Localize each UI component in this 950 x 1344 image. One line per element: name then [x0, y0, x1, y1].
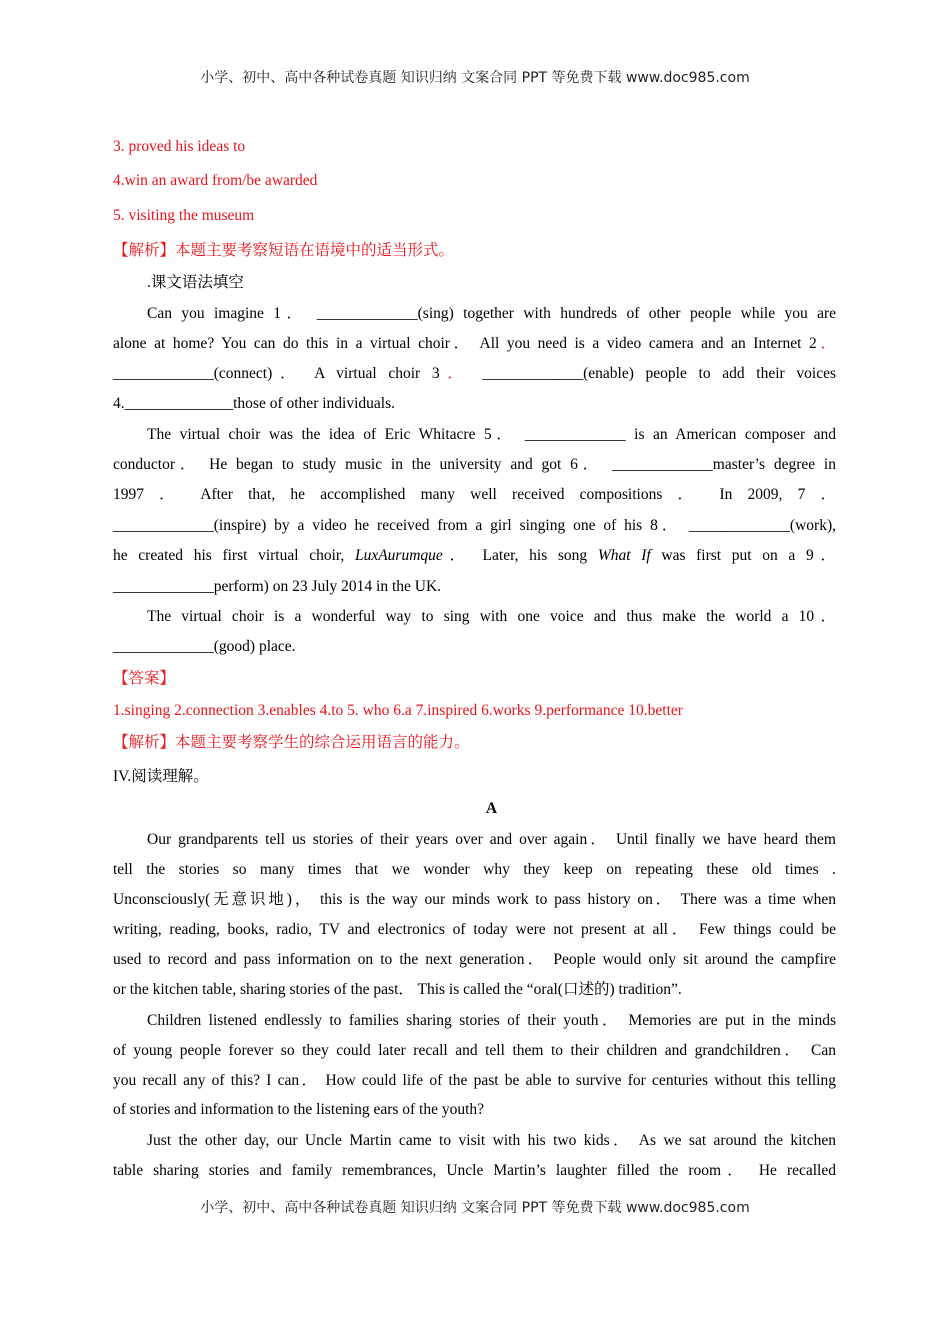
- text-line: [113, 669, 836, 689]
- section-heading: [113, 799, 870, 819]
- text-line: [113, 950, 836, 970]
- text-segment: A: [485, 800, 498, 817]
- text-segment: 4.______________those of other individuals.: [113, 395, 395, 412]
- text-segment: IV.阅读理解。: [113, 768, 209, 785]
- text-segment: _____________(enable) people to add their voices: [470, 365, 836, 382]
- text-line: [113, 1161, 836, 1181]
- text-segment: table sharing stories and family remembrances, Uncle Martin’s laughter filled the room． He recalled: [113, 1162, 836, 1179]
- text-segment: tell the stories so many times that we wonder why they keep on repeating these old times .: [113, 861, 836, 878]
- text-segment: _____________(inspire) by a video he received from a girl singing one of his 8． _____________(work),: [113, 517, 836, 534]
- text-line: [113, 890, 836, 910]
- text-line: [113, 701, 836, 721]
- text-segment: _____________perform) on 23 July 2014 in the UK.: [113, 578, 442, 595]
- text-segment: Children listened endlessly to families sharing stories of their youth． Memories are put in the minds: [147, 1012, 836, 1029]
- page-header: 小学、初中、高中各种试卷真题 知识归纳 文案合同 PPT 等免费下载 www.doc985.com: [200, 70, 750, 86]
- text-segment: 1.singing 2.connection 3.enables 4.to 5. who 6.a 7.inspired 6.works 9.performance 10.better: [113, 702, 683, 719]
- text-segment: you recall any of this? I can． How could life of the past be able to survive for centuries without this telling: [113, 1072, 836, 1089]
- text-segment: 1997 ． After that, he accomplished many well received compositions ． In 2009, 7 ．: [113, 486, 836, 503]
- text-line: [113, 241, 836, 261]
- text-segment: ． Later, his song: [442, 547, 598, 564]
- text-segment: The virtual choir is a wonderful way to sing with one voice and thus make the world a 10．: [147, 608, 836, 625]
- text-segment: conductor． He began to study music in the university and got 6． _____________master’s degree in: [113, 456, 836, 473]
- text-segment: Our grandparents tell us stories of their years over and over again． Until finally we have heard them: [147, 831, 836, 848]
- text-segment: What If: [597, 547, 651, 564]
- text-segment: of young people forever so they could later recall and tell them to their children and grandchildren． Can: [113, 1042, 836, 1059]
- text-segment: _____________(good) place.: [113, 638, 296, 655]
- text-segment: ．: [816, 335, 836, 352]
- text-line: [147, 425, 836, 445]
- text-line: [113, 733, 836, 753]
- text-line: [113, 980, 836, 1000]
- text-line: [113, 860, 836, 880]
- text-line: [113, 394, 836, 414]
- text-segment: 3. proved his ideas to: [113, 138, 246, 155]
- text-segment: Can you imagine 1． _____________(sing) together with hundreds of other people while you are: [147, 305, 836, 322]
- text-line: [113, 546, 836, 566]
- text-line: [113, 920, 836, 940]
- text-segment: 【解析】本题主要考察短语在语境中的适当形式。: [113, 242, 455, 259]
- text-line: [113, 1071, 836, 1091]
- text-line: [113, 637, 836, 657]
- text-segment: or the kitchen table, sharing stories of the past． This is called the “oral(口述的) tradition”.: [113, 981, 682, 998]
- text-line: [147, 273, 836, 293]
- text-line: [147, 1011, 836, 1031]
- text-segment: 4.win an award from/be awarded: [113, 172, 318, 189]
- text-segment: writing, reading, books, radio, TV and electronics of today were not present at all． Few things could be: [113, 921, 836, 938]
- text-segment: 【答案】: [113, 670, 176, 687]
- text-line: [113, 767, 836, 787]
- text-line: [147, 607, 836, 627]
- text-segment: Unconsciously(无意识地)， this is the way our minds work to pass history on． There was a time when: [113, 891, 836, 908]
- page-footer: 小学、初中、高中各种试卷真题 知识归纳 文案合同 PPT 等免费下载 www.doc985.com: [200, 1200, 750, 1216]
- text-segment: of stories and information to the listening ears of the youth?: [113, 1101, 485, 1118]
- text-line: [113, 455, 836, 475]
- text-line: [113, 1041, 836, 1061]
- text-segment: Just the other day, our Uncle Martin came to visit with his two kids． As we sat around the kitchen: [147, 1132, 836, 1149]
- text-line: [113, 1100, 836, 1120]
- text-segment: 5. visiting the museum: [113, 207, 255, 224]
- text-segment: alone at home? You can do this in a virtual choir． All you need is a video camera and an Internet 2: [113, 335, 817, 352]
- text-line: [113, 364, 836, 384]
- text-segment: LuxAurumque: [354, 547, 443, 564]
- text-line: [113, 206, 836, 226]
- text-segment: used to record and pass information on to the next generation． People would only sit around the campfire: [113, 951, 836, 968]
- text-line: [113, 516, 836, 536]
- text-segment: _____________(connect)． A virtual choir 3: [113, 365, 440, 382]
- text-segment: .课文语法填空: [147, 274, 244, 291]
- text-segment: he created his first virtual choir,: [113, 547, 355, 564]
- text-segment: ．: [439, 365, 471, 382]
- text-line: [113, 137, 836, 157]
- text-line: [147, 1131, 836, 1151]
- text-line: [147, 830, 836, 850]
- text-line: [113, 334, 836, 354]
- text-line: [113, 171, 836, 191]
- text-line: [147, 304, 836, 324]
- text-line: [113, 485, 836, 505]
- text-segment: was first put on a 9．: [650, 547, 836, 564]
- text-segment: The virtual choir was the idea of Eric Whitacre 5． _____________ is an American composer and: [147, 426, 836, 443]
- text-segment: 【解析】本题主要考察学生的综合运用语言的能力。: [113, 734, 470, 751]
- text-line: [113, 577, 836, 597]
